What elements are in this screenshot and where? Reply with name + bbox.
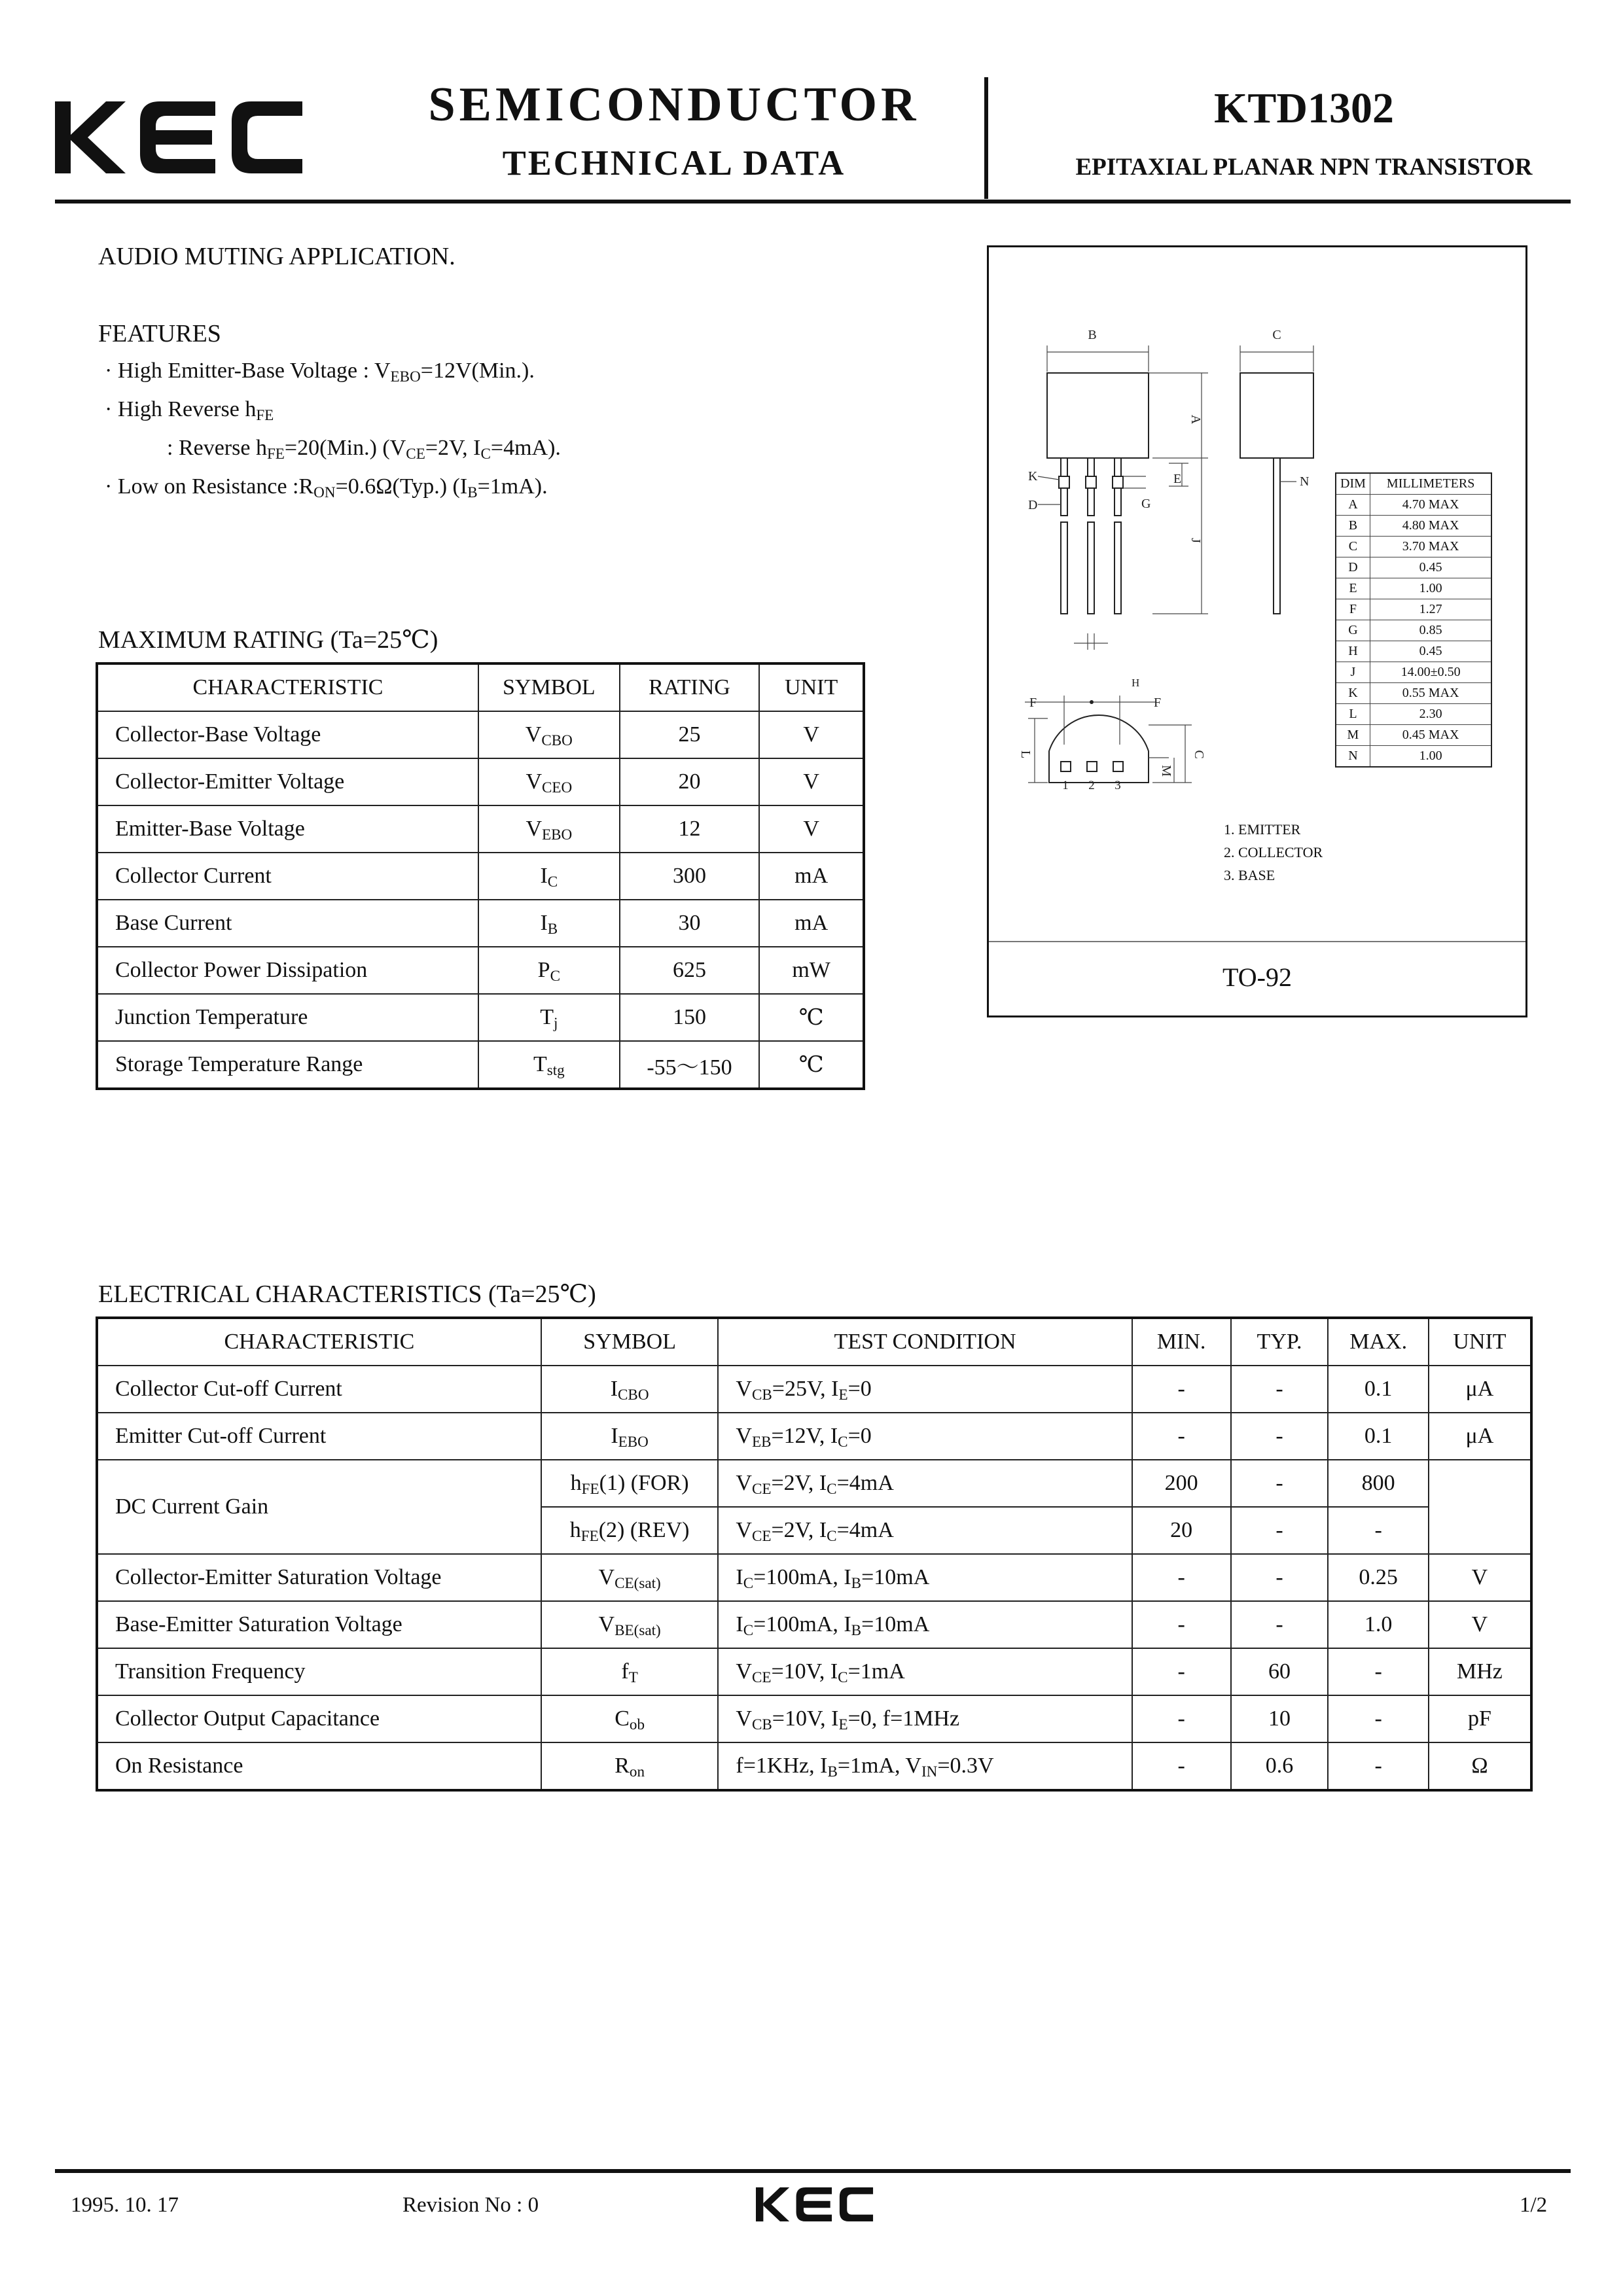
table-row <box>1336 537 1491 557</box>
cell-symbol: $I_C$ <box>478 853 620 900</box>
cell-rating: 20 <box>620 758 760 805</box>
table-row <box>97 1041 864 1089</box>
header-divider <box>984 77 988 199</box>
table-row <box>97 1648 1531 1695</box>
dim-label: A <box>1188 414 1203 425</box>
pin-number: 2 <box>1088 779 1095 792</box>
table-row <box>97 994 864 1041</box>
table-row <box>97 805 864 853</box>
cell-condition: $V_{CE}=10V$, $I_C=1mA$ <box>718 1648 1132 1695</box>
cell-rating: 12 <box>620 805 760 853</box>
cell-max: 0.1 <box>1328 1366 1428 1413</box>
table-header-row <box>97 663 864 711</box>
cell-millimeters: 1.27 <box>1370 599 1491 620</box>
footer-page: 1/2 <box>1520 2193 1548 2217</box>
dim-label: C <box>1272 328 1281 342</box>
dim-label: E <box>1173 472 1182 486</box>
cell-typ: 10 <box>1231 1695 1329 1742</box>
cell-characteristic: DC Current Gain <box>97 1460 541 1554</box>
cell-characteristic: On Resistance <box>97 1742 541 1790</box>
dim-label: M <box>1159 765 1173 777</box>
table-row <box>97 1413 1531 1460</box>
dim-label: B <box>1088 328 1097 342</box>
max-rating-title: MAXIMUM RATING (Ta=25℃) <box>98 626 438 654</box>
cell-dim: H <box>1336 641 1370 662</box>
column-header: TYP. <box>1231 1318 1329 1366</box>
cell-symbol: $I_{EBO}$ <box>541 1413 719 1460</box>
cell-dim: B <box>1336 516 1370 537</box>
cell-max: - <box>1328 1742 1428 1790</box>
dim-label: C <box>1192 750 1206 759</box>
kec-logo <box>55 98 304 177</box>
cell-condition: $V_{CE}=2V$, $I_C=4mA$ <box>718 1460 1132 1507</box>
column-header: SYMBOL <box>541 1318 719 1366</box>
cell-unit: V <box>759 758 864 805</box>
cell-min: - <box>1132 1554 1231 1601</box>
cell-condition: $V_{CB}=10V$, $I_E=0$, f=1MHz <box>718 1695 1132 1742</box>
table-header-row <box>97 1318 1531 1366</box>
part-number: KTD1302 <box>1213 84 1395 132</box>
cell-condition: $I_C=100mA$, $I_B=10mA$ <box>718 1601 1132 1648</box>
cell-millimeters: 14.00±0.50 <box>1370 662 1491 683</box>
cell-unit: mA <box>759 900 864 947</box>
dim-label: D <box>1028 498 1038 512</box>
cell-characteristic: Emitter Cut-off Current <box>97 1413 541 1460</box>
cell-unit: μA <box>1429 1366 1531 1413</box>
dim-label: F <box>1029 696 1037 710</box>
cell-characteristic: Base-Emitter Saturation Voltage <box>97 1601 541 1648</box>
cell-rating: -55～150 <box>620 1041 760 1089</box>
cell-rating: 300 <box>620 853 760 900</box>
cell-symbol: $C_{ob}$ <box>541 1695 719 1742</box>
table-row <box>97 900 864 947</box>
cell-millimeters: 4.80 MAX <box>1370 516 1491 537</box>
dim-label: G <box>1141 497 1151 511</box>
header-technical-data: TECHNICAL DATA <box>502 143 846 183</box>
dimension-table <box>1335 472 1492 768</box>
table-row <box>97 1695 1531 1742</box>
cell-dim: L <box>1336 704 1370 725</box>
header-rule <box>55 200 1571 203</box>
package-lead-side <box>1274 458 1280 614</box>
cell-typ: - <box>1231 1507 1329 1554</box>
cell-dim: E <box>1336 578 1370 599</box>
cell-millimeters: 0.55 MAX <box>1370 683 1491 704</box>
header-semiconductor: SEMICONDUCTOR <box>428 78 920 132</box>
cell-symbol: $V_{CEO}$ <box>478 758 620 805</box>
cell-symbol: $T_{stg}$ <box>478 1041 620 1089</box>
cell-symbol: $V_{CBO}$ <box>478 711 620 758</box>
column-header: CHARACTERISTIC <box>97 663 478 711</box>
feature-item: · High Reverse $h_{FE}$ <box>105 397 274 424</box>
table-row <box>97 853 864 900</box>
cell-unit: ℃ <box>759 1041 864 1089</box>
cell-max: 0.25 <box>1328 1554 1428 1601</box>
electrical-title: ELECTRICAL CHARACTERISTICS (Ta=25℃) <box>98 1280 596 1308</box>
cell-dim: A <box>1336 495 1370 516</box>
electrical-table <box>96 1316 1533 1792</box>
cell-dim: M <box>1336 725 1370 746</box>
cell-min: - <box>1132 1648 1231 1695</box>
cell-min: 200 <box>1132 1460 1231 1507</box>
cell-typ: - <box>1231 1554 1329 1601</box>
package-leads <box>1059 458 1123 614</box>
cell-unit: MHz <box>1429 1648 1531 1695</box>
cell-unit: mW <box>759 947 864 994</box>
column-header: MAX. <box>1328 1318 1428 1366</box>
cell-characteristic: Storage Temperature Range <box>97 1041 478 1089</box>
cell-symbol: $T_j$ <box>478 994 620 1041</box>
cell-unit: V <box>759 711 864 758</box>
dim-label: F <box>1154 696 1162 710</box>
table-row <box>1336 599 1491 620</box>
cell-unit: μA <box>1429 1413 1531 1460</box>
cell-characteristic: Collector Cut-off Current <box>97 1366 541 1413</box>
cell-characteristic: Collector-Emitter Voltage <box>97 758 478 805</box>
dim-label: L <box>1018 750 1033 759</box>
package-divider <box>989 941 1525 942</box>
cell-characteristic: Collector-Emitter Saturation Voltage <box>97 1554 541 1601</box>
cell-typ: - <box>1231 1601 1329 1648</box>
feature-item: : Reverse $h_{FE}=20(Min.)$ ($V_{CE}=2V$, $I_C=4mA$). <box>167 436 561 463</box>
cell-symbol: $h_{FE}(2)$ (REV) <box>541 1507 719 1554</box>
cell-characteristic: Collector Power Dissipation <box>97 947 478 994</box>
table-row <box>97 758 864 805</box>
cell-rating: 25 <box>620 711 760 758</box>
column-header: CHARACTERISTIC <box>97 1318 541 1366</box>
table-row <box>1336 620 1491 641</box>
cell-millimeters: 0.45 <box>1370 557 1491 578</box>
cell-max: 1.0 <box>1328 1601 1428 1648</box>
cell-max: 800 <box>1328 1460 1428 1507</box>
column-header: SYMBOL <box>478 663 620 711</box>
cell-symbol: $V_{CE(sat)}$ <box>541 1554 719 1601</box>
cell-max: - <box>1328 1507 1428 1554</box>
part-description: EPITAXIAL PLANAR NPN TRANSISTOR <box>1075 154 1533 181</box>
cell-unit: V <box>759 805 864 853</box>
cell-symbol: $f_T$ <box>541 1648 719 1695</box>
footer-kec-logo <box>756 2185 874 2223</box>
column-header: RATING <box>620 663 760 711</box>
cell-unit: Ω <box>1429 1742 1531 1790</box>
cell-unit <box>1429 1460 1531 1554</box>
package-body-front <box>1047 373 1149 458</box>
cell-millimeters: 2.30 <box>1370 704 1491 725</box>
pin-description: 3. BASE <box>1224 867 1275 883</box>
application-title: AUDIO MUTING APPLICATION. <box>98 243 455 270</box>
cell-typ: 0.6 <box>1231 1742 1329 1790</box>
column-header: MIN. <box>1132 1318 1231 1366</box>
table-row <box>1336 557 1491 578</box>
cell-min: 20 <box>1132 1507 1231 1554</box>
table-row <box>1336 578 1491 599</box>
feature-item: · Low on Resistance $:R_{ON}=0.6\Omega(Typ.)$ $(I_B=1mA)$. <box>105 474 548 501</box>
cell-min: - <box>1132 1742 1231 1790</box>
table-header-row <box>1336 473 1491 495</box>
cell-condition: $I_C=100mA$, $I_B=10mA$ <box>718 1554 1132 1601</box>
table-row <box>97 1601 1531 1648</box>
cell-symbol: $V_{BE(sat)}$ <box>541 1601 719 1648</box>
cell-dim: G <box>1336 620 1370 641</box>
cell-unit: ℃ <box>759 994 864 1041</box>
pin-description: 2. COLLECTOR <box>1224 844 1323 860</box>
dim-label: N <box>1300 474 1310 489</box>
cell-characteristic: Collector Current <box>97 853 478 900</box>
cell-characteristic: Transition Frequency <box>97 1648 541 1695</box>
footer-revision: Revision No : 0 <box>402 2193 539 2217</box>
cell-max: - <box>1328 1648 1428 1695</box>
table-row <box>97 711 864 758</box>
cell-condition: $V_{EB}=12V$, $I_C=0$ <box>718 1413 1132 1460</box>
cell-unit: V <box>1429 1554 1531 1601</box>
column-header: DIM <box>1336 473 1370 495</box>
cell-dim: C <box>1336 537 1370 557</box>
cell-characteristic: Collector Output Capacitance <box>97 1695 541 1742</box>
dim-label: H <box>1132 677 1140 689</box>
cell-symbol: $R_{on}$ <box>541 1742 719 1790</box>
max-rating-table <box>96 662 865 1090</box>
cell-symbol: $h_{FE}(1)$ (FOR) <box>541 1460 719 1507</box>
cell-min: - <box>1132 1601 1231 1648</box>
table-row <box>1336 746 1491 768</box>
cell-millimeters: 0.45 MAX <box>1370 725 1491 746</box>
column-header: UNIT <box>1429 1318 1531 1366</box>
cell-characteristic: Junction Temperature <box>97 994 478 1041</box>
table-row <box>1336 495 1491 516</box>
cell-typ: 60 <box>1231 1648 1329 1695</box>
package-body-side <box>1240 373 1313 458</box>
column-header: MILLIMETERS <box>1370 473 1491 495</box>
cell-symbol: $V_{EBO}$ <box>478 805 620 853</box>
cell-dim: J <box>1336 662 1370 683</box>
package-name: TO-92 <box>1222 963 1292 992</box>
cell-typ: - <box>1231 1366 1329 1413</box>
cell-symbol: $I_B$ <box>478 900 620 947</box>
pin-description: 1. EMITTER <box>1224 821 1301 838</box>
cell-symbol: $P_C$ <box>478 947 620 994</box>
cell-min: - <box>1132 1695 1231 1742</box>
footer-rule <box>55 2169 1571 2173</box>
table-row <box>1336 704 1491 725</box>
cell-millimeters: 3.70 MAX <box>1370 537 1491 557</box>
table-row <box>1336 641 1491 662</box>
cell-millimeters: 0.45 <box>1370 641 1491 662</box>
table-row <box>97 1460 1531 1507</box>
cell-unit: V <box>1429 1601 1531 1648</box>
table-row <box>97 1554 1531 1601</box>
cell-min: - <box>1132 1366 1231 1413</box>
cell-condition: f=1KHz, $I_B=1mA$, $V_{IN}=0.3V$ <box>718 1742 1132 1790</box>
cell-characteristic: Emitter-Base Voltage <box>97 805 478 853</box>
cell-millimeters: 0.85 <box>1370 620 1491 641</box>
cell-dim: K <box>1336 683 1370 704</box>
cell-dim: D <box>1336 557 1370 578</box>
cell-characteristic: Base Current <box>97 900 478 947</box>
footer-date: 1995. 10. 17 <box>71 2193 179 2217</box>
cell-condition: $V_{CE}=2V$, $I_C=4mA$ <box>718 1507 1132 1554</box>
cell-typ: - <box>1231 1460 1329 1507</box>
cell-condition: $V_{CB}=25V$, $I_E=0$ <box>718 1366 1132 1413</box>
column-header: UNIT <box>759 663 864 711</box>
cell-characteristic: Collector-Base Voltage <box>97 711 478 758</box>
cell-symbol: $I_{CBO}$ <box>541 1366 719 1413</box>
cell-typ: - <box>1231 1413 1329 1460</box>
table-row <box>1336 516 1491 537</box>
table-row <box>1336 683 1491 704</box>
cell-dim: N <box>1336 746 1370 768</box>
table-row <box>1336 662 1491 683</box>
table-row <box>97 1366 1531 1413</box>
cell-max: - <box>1328 1695 1428 1742</box>
cell-unit: pF <box>1429 1695 1531 1742</box>
cell-millimeters: 4.70 MAX <box>1370 495 1491 516</box>
cell-rating: 625 <box>620 947 760 994</box>
cell-dim: F <box>1336 599 1370 620</box>
cell-min: - <box>1132 1413 1231 1460</box>
column-header: TEST CONDITION <box>718 1318 1132 1366</box>
pin-number: 3 <box>1115 779 1121 792</box>
feature-item: · High Emitter-Base Voltage : $V_{EBO}=12V(Min.)$. <box>105 359 535 385</box>
table-row <box>1336 725 1491 746</box>
cell-rating: 30 <box>620 900 760 947</box>
dim-label: J <box>1188 538 1203 543</box>
pin-number: 1 <box>1062 779 1069 792</box>
features-title: FEATURES <box>98 320 221 347</box>
table-row <box>97 1742 1531 1790</box>
cell-rating: 150 <box>620 994 760 1041</box>
table-row <box>97 947 864 994</box>
cell-millimeters: 1.00 <box>1370 746 1491 768</box>
dim-label: K <box>1028 469 1038 484</box>
cell-max: 0.1 <box>1328 1413 1428 1460</box>
cell-millimeters: 1.00 <box>1370 578 1491 599</box>
cell-unit: mA <box>759 853 864 900</box>
